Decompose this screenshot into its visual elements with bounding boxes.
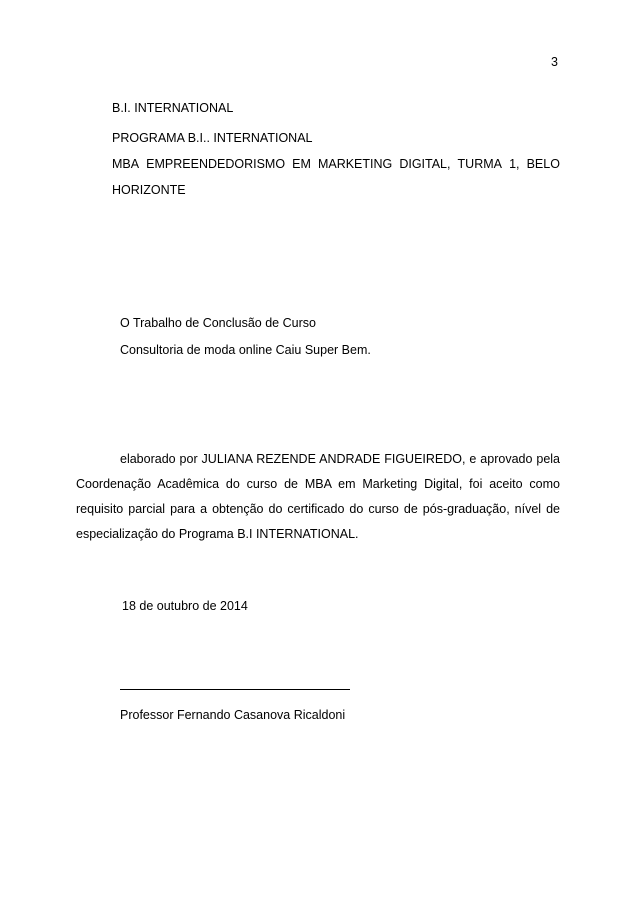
approval-paragraph <box>76 447 560 547</box>
signature-line <box>120 689 350 690</box>
course-word: DIGITAL, <box>399 157 451 171</box>
institution-name: B.I. INTERNATIONAL <box>112 101 234 115</box>
signature-name: Professor Fernando Casanova Ricaldoni <box>120 708 346 722</box>
page-number: 3 <box>551 55 558 69</box>
course-word: EM <box>292 157 311 171</box>
approval-text: elaborado por JULIANA REZENDE ANDRADE FIGUEIREDO, e aprovado pela Coordenação Acadêmica do curso de MBA em Marketing Digital, foi aceito como requisito parcial para a obtenção do certificado do curso de pós-graduação, nível de especialização do Programa B.I INTERNATIONAL. <box>76 452 560 541</box>
course-line-2: HORIZONTE <box>112 183 186 197</box>
course-word: MARKETING <box>317 157 393 171</box>
course-word: EMPREENDEDORISMO <box>146 157 286 171</box>
course-line-1 <box>112 157 560 171</box>
course-word: TURMA <box>457 157 502 171</box>
work-label: O Trabalho de Conclusão de Curso <box>120 316 316 330</box>
program-name: PROGRAMA B.I.. INTERNATIONAL <box>112 131 313 145</box>
work-title: Consultoria de moda online Caiu Super Bem. <box>120 343 371 357</box>
approval-date: 18 de outubro de 2014 <box>122 599 248 613</box>
course-word: 1, <box>509 157 520 171</box>
course-word: MBA <box>112 157 140 171</box>
course-word: BELO <box>526 157 560 171</box>
